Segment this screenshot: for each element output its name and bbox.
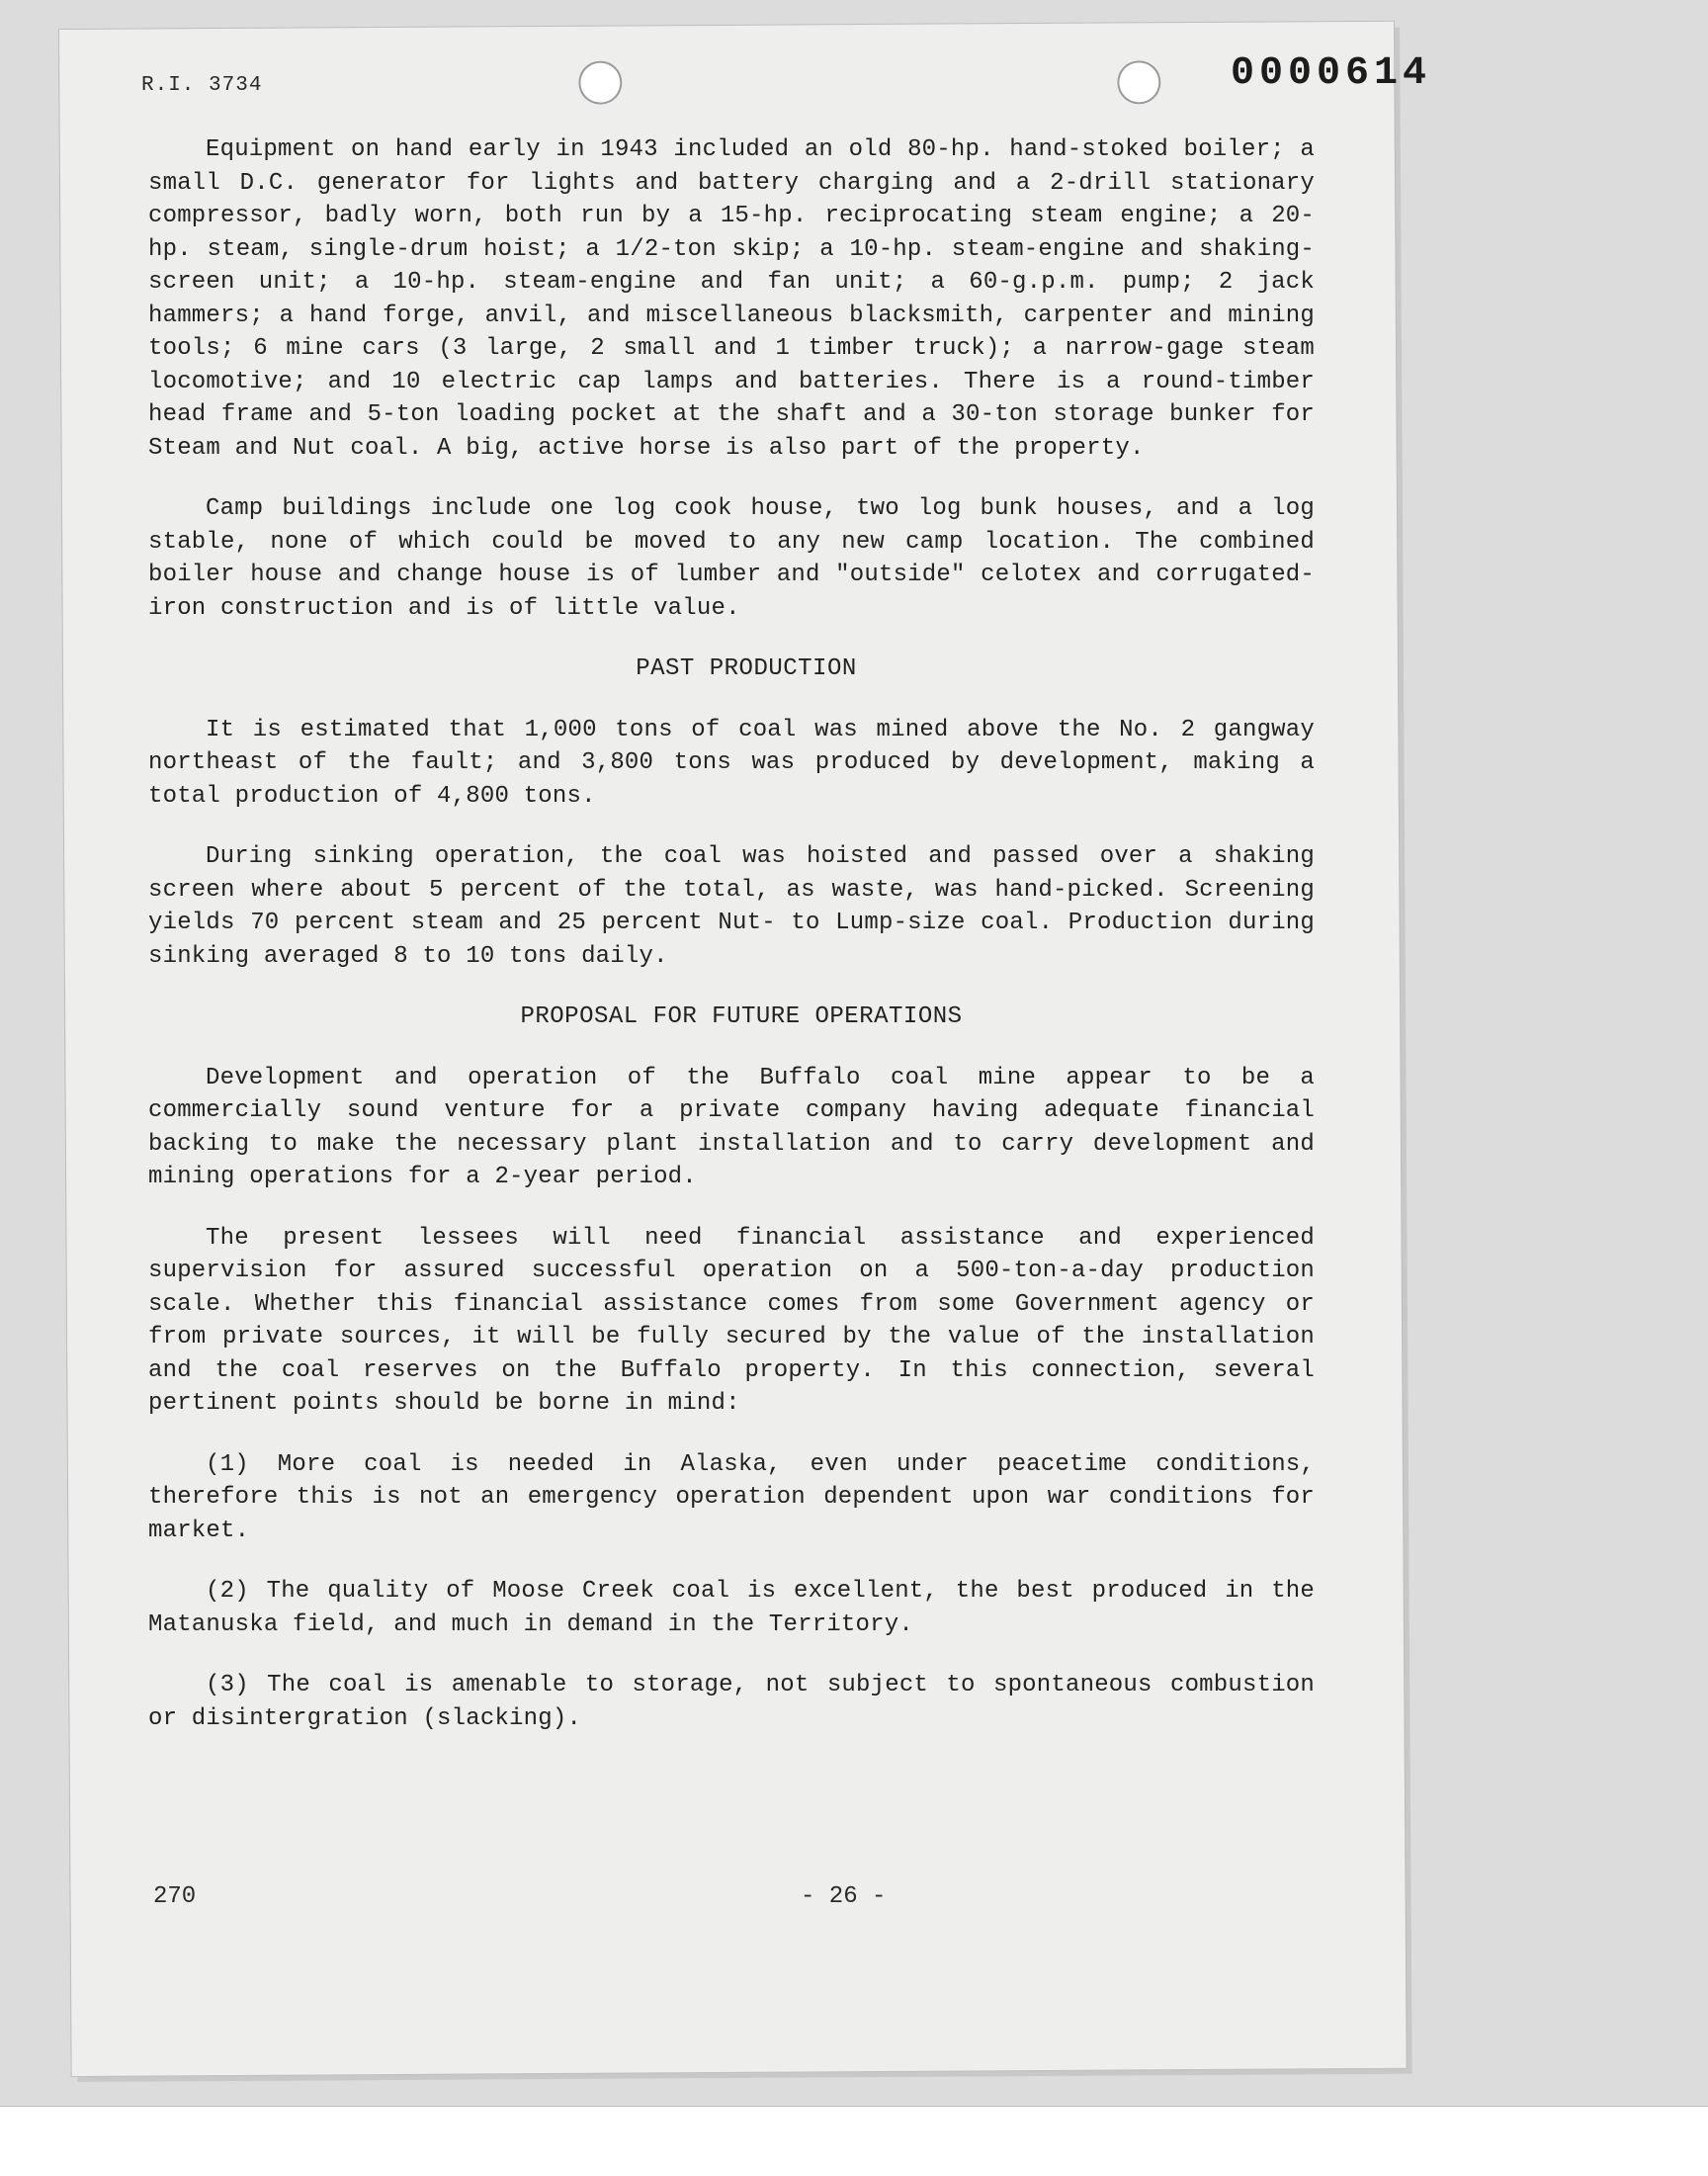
paragraph-point-1: (1) More coal is needed in Alaska, even under peacetime conditions, therefore this is not an emergency operation dependent upon war conditions for market. — [148, 1450, 1315, 1544]
heading-past-production: PAST PRODUCTION — [636, 655, 857, 682]
report-reference: R.I. 3734 — [141, 74, 263, 97]
punch-hole-left — [578, 61, 622, 105]
paragraph-development: Development and operation of the Buffalo coal mine appear to be a commercially sound venture for a private company having adequate financial backing to make the necessary plant installation and to carry development and mining operations for a 2-year period. — [148, 1064, 1315, 1190]
paragraph-production-estimate: It is estimated that 1,000 tons of coal was mined above the No. 2 gangway northeast of the fault; and 3,800 tons was produced by development, making a total production of 4,800 tons. — [148, 716, 1315, 810]
paragraph-camp-buildings: Camp buildings include one log cook house, two log bunk houses, and a log stable, none of which could be moved to any new camp location. The combined boiler house and change house is of lumber and "outside" celotex and corrugated-iron construction and is of little value. — [148, 495, 1315, 622]
paragraph-point-3: (3) The coal is amenable to storage, not subject to spontaneous combustion or disintergration (slacking). — [148, 1672, 1315, 1732]
paragraph-lessees: The present lessees will need financial assistance and experienced supervision for assured successful operation on a 500-ton-a-day production scale. Whether this financial assistance comes from some Government agency or from private sources, it will be fully secured by the value of the installation and the coal reserves on the Buffalo property. In this connection, several pertinent points should be borne in mind: — [148, 1224, 1315, 1417]
punch-hole-right — [1117, 60, 1160, 104]
footer-page-number: - 26 - — [801, 1883, 887, 1910]
scanner-bottom-band — [0, 2106, 1708, 2176]
paragraph-equipment: Equipment on hand early in 1943 included an old 80-hp. hand-stoked boiler; a small D.C. generator for lights and battery charging and a 2-drill stationary compressor, badly worn, both run by a 15-hp. reciprocating steam engine; a 20-hp. steam, single-drum hoist; a 1/2-ton skip; a 10-hp. steam-engine and shaking-screen unit; a 10-hp. steam-engine and fan unit; a 60-g.p.m. pump; 2 jack hammers; a hand forge, anvil, and miscellaneous blacksmith, carpenter and mining tools; 6 mine cars (3 large, 2 small and 1 timber truck); a narrow-gage steam locomotive; and 10 electric cap lamps and batteries. There is a round-timber head frame and 5-ton loading pocket at the shaft and a 30-ton storage bunker for Steam and Nut coal. A big, active horse is also part of the property. — [148, 136, 1315, 462]
document-body — [148, 133, 1315, 1763]
page-stamp-number: 0000614 — [1231, 51, 1432, 96]
footer-left-number: 270 — [153, 1883, 197, 1910]
paragraph-sinking-operation: During sinking operation, the coal was hoisted and passed over a shaking screen where about 5 percent of the total, as waste, was hand-picked. Screening yields 70 percent steam and 25 percent Nut- to Lump-size coal. Production during sinking averaged 8 to 10 tons daily. — [148, 843, 1315, 970]
heading-proposal: PROPOSAL FOR FUTURE OPERATIONS — [520, 1003, 963, 1030]
paragraph-point-2: (2) The quality of Moose Creek coal is excellent, the best produced in the Matanuska field, and much in demand in the Territory. — [148, 1578, 1315, 1638]
